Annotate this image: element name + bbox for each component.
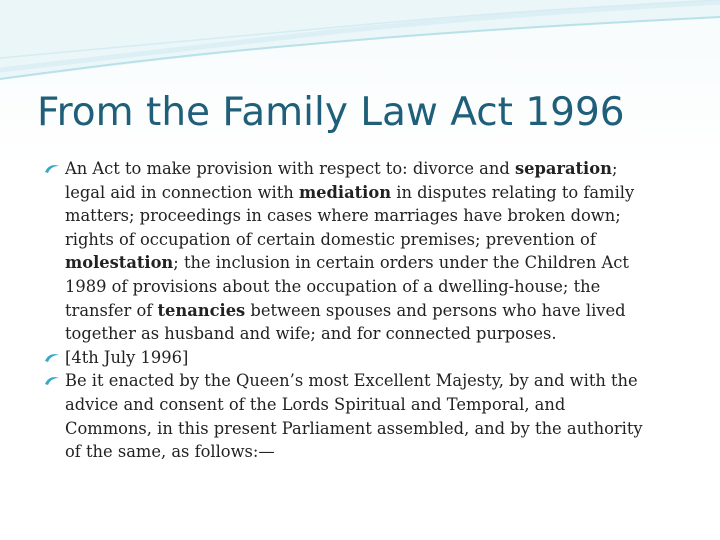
bullet-item — [44, 346, 684, 370]
text-run: of the same, as follows:— — [65, 442, 275, 462]
text-line — [65, 393, 684, 417]
text-run: Commons, in this present Parliament assembled, and by the authority — [65, 418, 643, 438]
swoosh-bullet-icon — [44, 163, 60, 175]
text-line — [65, 299, 684, 323]
text-line — [65, 228, 684, 252]
bullet-text — [65, 157, 684, 346]
bold-term: molestation — [65, 253, 174, 273]
text-run: ; the inclusion in certain orders under the Children Act — [173, 253, 629, 273]
bold-term: tenancies — [157, 300, 246, 320]
header-wave-decoration — [0, 0, 720, 90]
text-line — [65, 251, 684, 275]
swoosh-bullet-icon — [44, 375, 60, 387]
text-line — [65, 417, 684, 441]
text-run: advice and consent of the Lords Spiritual and Temporal, and — [65, 394, 566, 414]
date-text: [4th July 1996] — [65, 347, 189, 367]
slide-body — [44, 157, 684, 464]
text-run: rights of occupation of certain domestic premises; prevention of — [65, 229, 596, 249]
text-line — [65, 440, 684, 464]
bold-term: mediation — [298, 182, 392, 202]
text-run: Be it enacted by the Queen’s most Excellent Majesty, by and with the — [65, 371, 638, 391]
bullet-item — [44, 157, 684, 346]
slide-title: From the Family Law Act 1996 — [37, 90, 625, 135]
text-line — [65, 181, 684, 205]
text-line — [65, 322, 684, 346]
text-run: 1989 of provisions about the occupation of a dwelling-house; the — [65, 276, 601, 296]
bullet-text — [65, 346, 684, 370]
text-run: legal aid in connection with — [65, 182, 299, 202]
bullet-text — [65, 369, 684, 463]
text-run: ; — [611, 159, 618, 178]
text-run: matters; proceedings in cases where marriages have broken down; — [65, 206, 621, 226]
bold-term: separation — [514, 159, 612, 178]
text-line — [65, 157, 684, 181]
text-line — [65, 346, 684, 370]
text-run: in disputes relating to family — [391, 182, 635, 202]
text-line — [65, 204, 684, 228]
text-run: together as husband and wife; and for connected purposes. — [65, 324, 557, 344]
text-line — [65, 369, 684, 393]
text-run: between spouses and persons who have lived — [245, 300, 626, 320]
text-line — [65, 275, 684, 299]
text-run: transfer of — [65, 300, 158, 320]
bullet-item — [44, 369, 684, 463]
text-run: An Act to make provision with respect to: divorce and — [65, 159, 515, 178]
swoosh-bullet-icon — [44, 352, 60, 364]
